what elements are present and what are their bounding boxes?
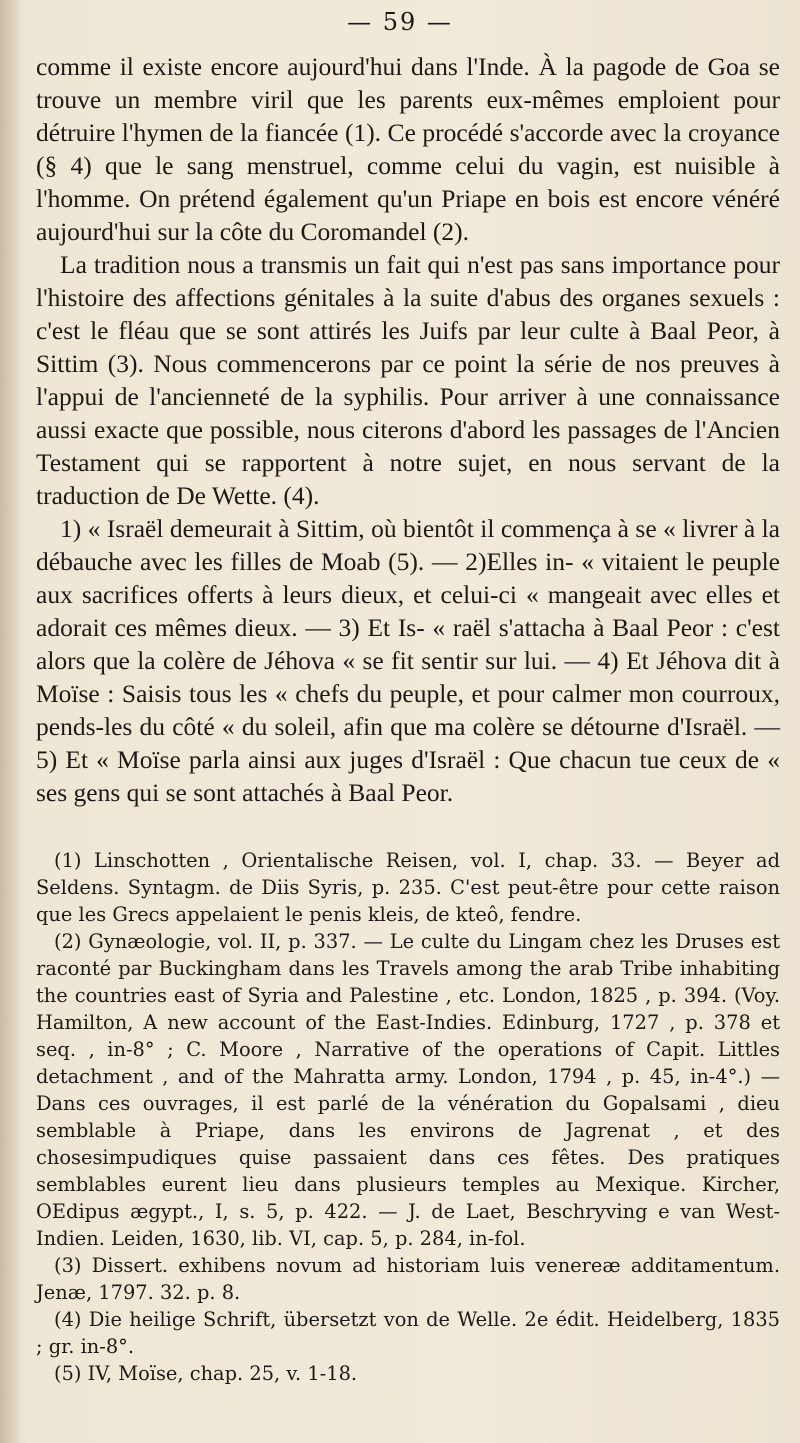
biblical-quotation: 1) « Israël demeurait à Sittim, où bientôt il commença à se « livrer à la débauche avec les filles de Moab (5). — 2)Elles in- « vitaient le peuple aux sacrifices offerts à leurs dieux, et celui-ci « mangeait avec elles et adorait ces mêmes dieux. — 3) Et Is- « raël s'attacha à Baal Peor : c'est alors que la colère de Jéhova « se fit sentir sur lui. — 4) Et Jéhova dit à Moïse : Saisis tous les « chefs du peuple, et pour calmer mon courroux, pends-les du côté « du soleil, afin que ma colère se détourne d'Israël. — 5) Et « Moïse parla ainsi aux juges d'Israël : Que chacun tue ceux de « ses gens qui se sont attachés à Baal Peor.: [36, 514, 780, 807]
footnotes: [36, 847, 780, 1387]
paragraph-1: comme il existe encore aujourd'hui dans l'Inde. À la pagode de Goa se trouve un membre viril que les parents eux-mêmes emploient pour détruire l'hymen de la fiancée (1). Ce procédé s'accorde avec la croyance (§ 4) que le sang menstruel, comme celui du vagin, est nuisible à l'homme. On prétend également qu'un Priape en bois est encore vénéré aujourd'hui sur la côte du Coromandel (2).: [36, 52, 780, 246]
main-text: [36, 50, 780, 809]
paragraph-2: La tradition nous a transmis un fait qui n'est pas sans importance pour l'histoire des affections génitales à la suite d'abus des organes sexuels : c'est le fléau que se sont attirés les Juifs par leur culte à Baal Peor, à Sittim (3). Nous commencerons par ce point la série de nos preuves à l'appui de l'ancienneté de la syphilis. Pour arriver à une connaissance aussi exacte que possible, nous citerons d'abord les passages de l'Ancien Testament qui se rapportent à notre sujet, en nous servant de la traduction de De Wette. (4).: [36, 250, 780, 510]
footnote-3: (3) Dissert. exhibens novum ad historiam luis venereæ additamentum. Jenæ, 1797. 32. p. 8.: [36, 1254, 780, 1304]
page-number: — 59 —: [347, 8, 453, 36]
footnote-4: (4) Die heilige Schrift, übersetzt von de Welle. 2e édit. Heidelberg, 1835 ; gr. in-8°.: [36, 1308, 780, 1358]
binding-shadow: [0, 0, 20, 1443]
footnote-1: (1) Linschotten , Orientalische Reisen, vol. I, chap. 33. — Beyer ad Seldens. Syntagm. de Diis Syris, p. 235. C'est peut-être pour cette raison que les Grecs appelaient le penis kleis, de kteô, fendre.: [36, 849, 780, 926]
footnote-5: (5) IV, Moïse, chap. 25, v. 1-18.: [54, 1362, 358, 1385]
footnote-2: (2) Gynæologie, vol. II, p. 337. — Le culte du Lingam chez les Druses est raconté par Buckingham dans les Travels among the arab Tribe inhabiting the countries east of Syria and Palestine , etc. London, 1825 , p. 394. (Voy. Hamilton, A new account of the East-Indies. Edinburg, 1727 , p. 378 et seq. , in-8° ; C. Moore , Narrative of the operations of Capit. Littles detachment , and of the Mahratta army. London, 1794 , p. 45, in-4°.) — Dans ces ouvrages, il est parlé de la vénération du Gopalsami , dieu semblable à Priape, dans les environs de Jagrenat , et des chosesimpudiques quise passaient dans ces fêtes. Des pratiques semblables eurent lieu dans plusieurs temples au Mexique. Kircher, OEdipus ægypt., I, s. 5, p. 422. — J. de Laet, Beschryving e van West-Indien. Leiden, 1630, lib. VI, cap. 5, p. 284, in-fol.: [36, 930, 780, 1250]
